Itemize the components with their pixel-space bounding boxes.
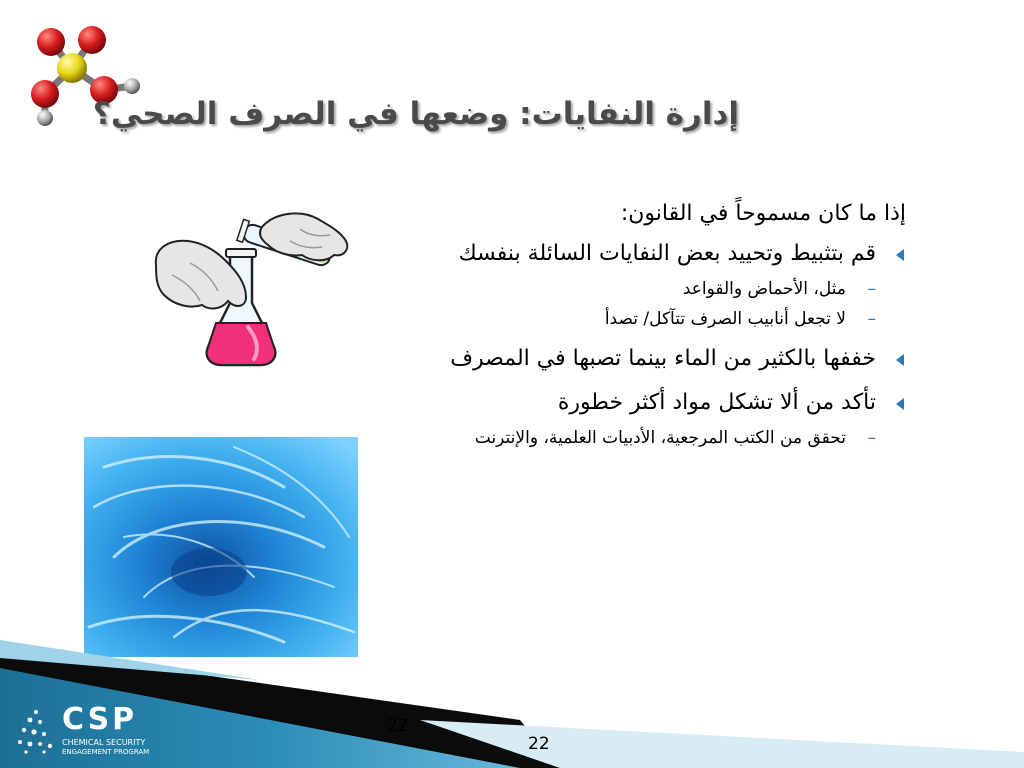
bullet-item bbox=[406, 341, 906, 377]
page-number: 22 bbox=[387, 716, 409, 736]
bullet-text: قم بتثبيط وتحييد بعض النفايات السائلة بنفسك bbox=[458, 241, 876, 266]
logo-name: CSP bbox=[62, 702, 138, 737]
sub-bullet-marker: – bbox=[867, 428, 876, 448]
bullet-marker bbox=[896, 249, 904, 261]
bullet-marker bbox=[896, 354, 904, 366]
logo-line1: CHEMICAL SECURITY bbox=[62, 738, 146, 747]
bullet-item bbox=[406, 385, 906, 421]
page-number: 22 bbox=[528, 734, 550, 754]
water-swirl-image bbox=[84, 437, 358, 657]
bullet-marker bbox=[896, 398, 904, 410]
sub-bullet-item bbox=[406, 425, 906, 452]
sub-bullet-item bbox=[406, 306, 906, 333]
sub-bullet-marker: – bbox=[867, 279, 876, 299]
bullet-text: تأكد من ألا تشكل مواد أكثر خطورة bbox=[557, 390, 876, 415]
bullet-item bbox=[406, 236, 906, 272]
logo-line2: ENGAGEMENT PROGRAM bbox=[62, 748, 150, 756]
sub-bullet-text: لا تجعل أنابيب الصرف تتآكل/ تصدأ bbox=[604, 309, 846, 329]
flask-icon bbox=[150, 205, 350, 375]
sub-bullet-item bbox=[406, 276, 906, 303]
bullet-text: خففها بالكثير من الماء بينما تصبها في المصرف bbox=[450, 346, 876, 371]
sub-bullet-text: تحقق من الكتب المرجعية، الأدبيات العلمية، والإنترنت bbox=[474, 428, 846, 448]
slide-content bbox=[406, 196, 906, 455]
footer-bands bbox=[0, 640, 1024, 768]
sub-bullet-marker: – bbox=[867, 309, 876, 329]
csp-dots-icon bbox=[16, 708, 58, 754]
sub-bullet-text: مثل، الأحماض والقواعد bbox=[682, 279, 846, 299]
intro-text: إذا ما كان مسموحاً في القانون: bbox=[620, 201, 906, 226]
slide-title: إدارة النفايات: وضعها في الصرف الصحي؟ bbox=[92, 96, 739, 132]
